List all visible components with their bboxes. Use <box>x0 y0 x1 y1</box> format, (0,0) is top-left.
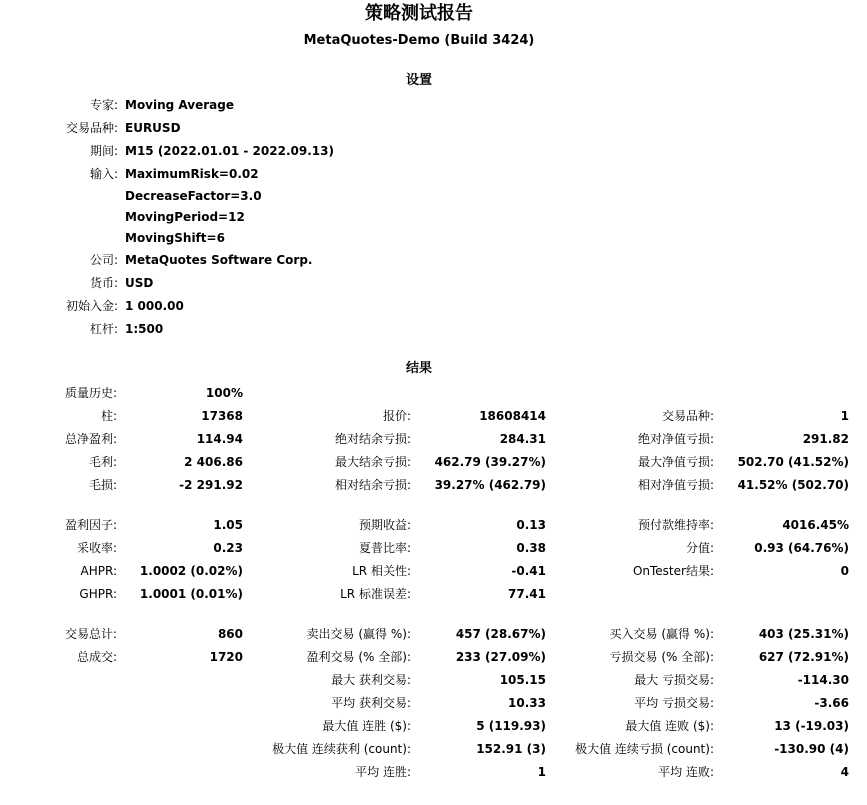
result-label: OnTester结果: <box>632 564 714 578</box>
result-value: -0.41 <box>511 564 546 578</box>
settings-row <box>0 321 860 337</box>
settings-value: Moving Average <box>125 98 234 112</box>
result-value: 627 (72.91%) <box>758 650 849 664</box>
result-value: 105.15 <box>499 673 546 687</box>
result-label: 极大值 连续亏损 (count): <box>575 742 714 756</box>
result-label: 极大值 连续获利 (count): <box>272 742 411 756</box>
settings-value: DecreaseFactor=3.0 <box>125 189 262 203</box>
result-value: 462.79 (39.27%) <box>434 455 546 469</box>
result-label: 最大结余亏损: <box>334 455 411 469</box>
result-label: 交易品种: <box>661 409 714 423</box>
result-value: 1 <box>840 409 849 423</box>
settings-value: M15 (2022.01.01 - 2022.09.13) <box>125 144 334 158</box>
result-label: 总成交: <box>76 650 117 664</box>
report-title: 策略测试报告 <box>365 3 473 24</box>
result-value: 41.52% (502.70) <box>737 478 849 492</box>
result-label: 采收率: <box>76 541 117 555</box>
result-label: 卖出交易 (赢得 %): <box>306 627 411 641</box>
result-value: 1.05 <box>213 518 243 532</box>
settings-row <box>0 166 860 182</box>
result-value: 152.91 (3) <box>476 742 546 756</box>
result-value: 0.38 <box>516 541 546 555</box>
result-value: 18608414 <box>479 409 546 423</box>
result-value: -114.30 <box>797 673 849 687</box>
result-label: 分值: <box>685 541 714 555</box>
result-label: 绝对结余亏损: <box>334 432 411 446</box>
result-label: 盈利交易 (% 全部): <box>306 650 411 664</box>
settings-heading: 设置 <box>405 73 432 88</box>
result-label: 亏损交易 (% 全部): <box>609 650 714 664</box>
settings-value: MovingPeriod=12 <box>125 210 245 224</box>
result-label: 质量历史: <box>64 386 117 400</box>
result-label: AHPR: <box>80 564 117 578</box>
result-label: 买入交易 (赢得 %): <box>609 627 714 641</box>
results-heading: 结果 <box>405 361 432 376</box>
settings-row <box>0 298 860 314</box>
result-value: 2 406.86 <box>184 455 243 469</box>
result-label: 平均 连胜: <box>355 765 411 779</box>
result-value: 114.94 <box>196 432 243 446</box>
result-value: 13 (-19.03) <box>774 719 849 733</box>
result-value: 0.93 (64.76%) <box>754 541 849 555</box>
result-value: 0.13 <box>516 518 546 532</box>
settings-value: MaximumRisk=0.02 <box>125 167 259 181</box>
result-value: 1.0002 (0.02%) <box>139 564 243 578</box>
result-value: 4 <box>840 765 849 779</box>
settings-row <box>0 188 860 204</box>
settings-value: MovingShift=6 <box>125 231 225 245</box>
result-label: 报价: <box>382 409 411 423</box>
result-label: 平均 获利交易: <box>331 696 411 710</box>
settings-label: 期间: <box>89 144 118 158</box>
result-label: GHPR: <box>79 587 117 601</box>
result-value: 5 (119.93) <box>476 719 546 733</box>
settings-row <box>0 143 860 159</box>
settings-label: 交易品种: <box>65 121 118 135</box>
settings-label: 公司: <box>89 253 118 267</box>
result-label: 最大值 连败 ($): <box>625 719 714 733</box>
settings-value: 1:500 <box>125 322 164 336</box>
result-value: 233 (27.09%) <box>455 650 546 664</box>
result-label: 相对结余亏损: <box>334 478 411 492</box>
result-value: 0.23 <box>213 541 243 555</box>
settings-row <box>0 252 860 268</box>
settings-row <box>0 97 860 113</box>
settings-row <box>0 275 860 291</box>
settings-value: EURUSD <box>125 121 181 135</box>
result-label: 盈利因子: <box>64 518 117 532</box>
result-label: 平均 亏损交易: <box>634 696 714 710</box>
result-value: 1720 <box>209 650 243 664</box>
settings-label: 输入: <box>89 167 118 181</box>
settings-label: 货币: <box>89 276 118 290</box>
report-subtitle: MetaQuotes-Demo (Build 3424) <box>303 33 535 48</box>
result-label: 最大 亏损交易: <box>634 673 714 687</box>
result-label: 预期收益: <box>358 518 411 532</box>
result-label: 平均 连败: <box>658 765 714 779</box>
result-value: 1.0001 (0.01%) <box>139 587 243 601</box>
result-value: 0 <box>840 564 849 578</box>
result-value: 860 <box>217 627 243 641</box>
result-label: 毛损: <box>88 478 117 492</box>
result-label: LR 相关性: <box>352 564 411 578</box>
result-value: -2 291.92 <box>179 478 243 492</box>
result-value: -130.90 (4) <box>774 742 849 756</box>
result-label: 夏普比率: <box>358 541 411 555</box>
result-label: LR 标准误差: <box>340 587 411 601</box>
result-value: 4016.45% <box>782 518 849 532</box>
result-label: 绝对净值亏损: <box>637 432 714 446</box>
settings-row <box>0 209 860 225</box>
result-label: 总净盈利: <box>64 432 117 446</box>
settings-label: 初始入金: <box>65 299 118 313</box>
result-label: 相对净值亏损: <box>637 478 714 492</box>
result-label: 柱: <box>100 409 117 423</box>
settings-row <box>0 230 860 246</box>
result-label: 交易总计: <box>64 627 117 641</box>
result-value: 291.82 <box>802 432 849 446</box>
result-value: 39.27% (462.79) <box>434 478 546 492</box>
result-label: 最大值 连胜 ($): <box>322 719 411 733</box>
result-value: 403 (25.31%) <box>758 627 849 641</box>
settings-label: 杠杆: <box>89 322 118 336</box>
result-value: 77.41 <box>508 587 546 601</box>
result-value: 457 (28.67%) <box>455 627 546 641</box>
result-value: 10.33 <box>508 696 546 710</box>
result-value: 100% <box>205 386 243 400</box>
settings-label: 专家: <box>89 98 118 112</box>
settings-value: USD <box>125 276 154 290</box>
settings-value: MetaQuotes Software Corp. <box>125 253 313 267</box>
result-value: 284.31 <box>499 432 546 446</box>
result-label: 毛利: <box>88 455 117 469</box>
result-value: 17368 <box>201 409 243 423</box>
result-value: -3.66 <box>814 696 849 710</box>
settings-value: 1 000.00 <box>125 299 184 313</box>
settings-row <box>0 120 860 136</box>
result-label: 最大 获利交易: <box>331 673 411 687</box>
result-value: 1 <box>537 765 546 779</box>
result-value: 502.70 (41.52%) <box>737 455 849 469</box>
result-label: 预付款维持率: <box>637 518 714 532</box>
result-label: 最大净值亏损: <box>637 455 714 469</box>
